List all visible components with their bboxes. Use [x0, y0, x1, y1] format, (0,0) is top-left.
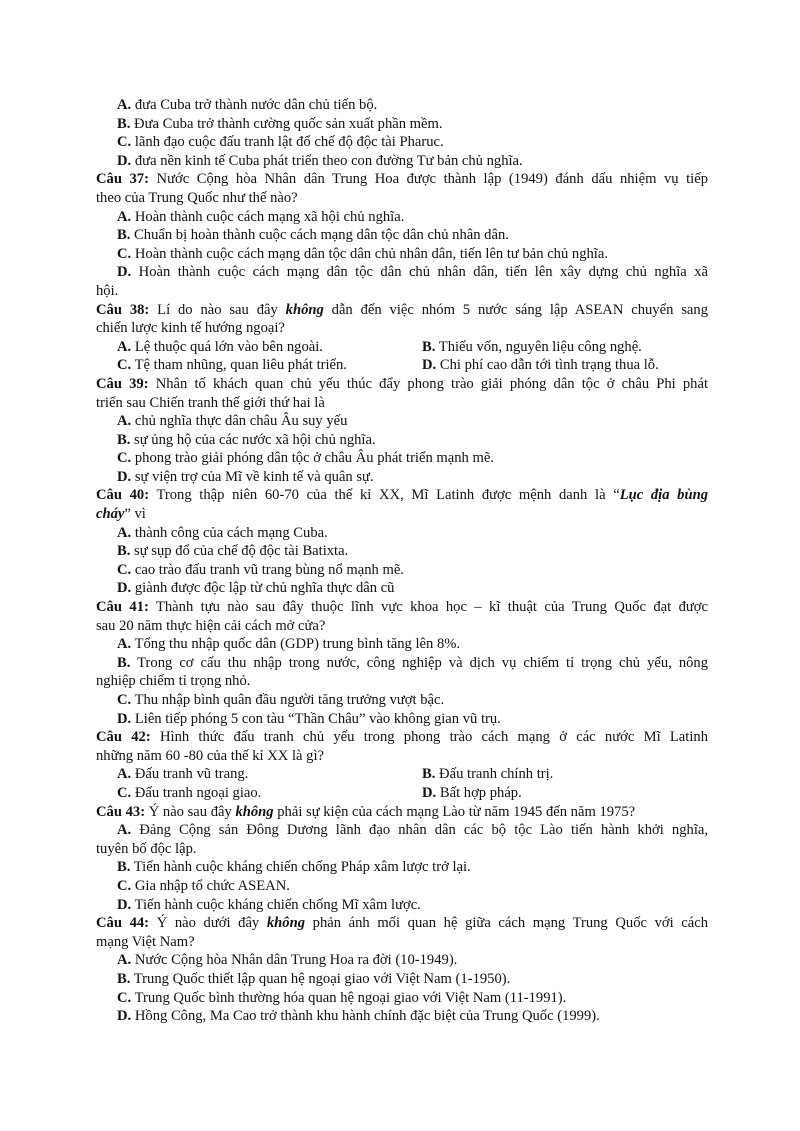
q36-option-d: D. đưa nền kinh tế Cuba phát triển theo con đường Tư bản chủ nghĩa. [117, 152, 523, 169]
q42-options-row-1 [96, 765, 708, 784]
q44-option-d: D. Hồng Công, Ma Cao trở thành khu hành chính đặc biệt của Trung Quốc (1999). [117, 1008, 600, 1025]
q38-option-c: C. Tệ tham nhũng, quan liêu phát triển. [117, 357, 347, 374]
q43-option-a: A. Đảng Cộng sản Đông Dương lãnh đạo nhân dân các bộ tộc Lào tiến hành khởi nghĩa, [117, 822, 708, 839]
q42-stem-cont: những năm 60 -80 của thế kỉ XX là gì? [96, 747, 324, 764]
q42-option-b: B. Đấu tranh chính trị. [422, 766, 554, 783]
q43-option-a-cont: tuyên bố độc lập. [96, 840, 197, 857]
q37-option-d-cont: hội. [96, 282, 119, 299]
q38-stem-cont: chiến lược kinh tế hướng ngoại? [96, 320, 285, 337]
q39-option-c: C. phong trào giải phóng dân tộc ở châu Âu phát triển mạnh mẽ. [117, 450, 494, 467]
q44-option-a: A. Nước Cộng hòa Nhân dân Trung Hoa ra đời (10-1949). [117, 952, 458, 969]
q42-option-d: D. Bất hợp pháp. [422, 784, 522, 801]
q39-option-d: D. sự viện trợ của Mĩ về kinh tế và quân sự. [117, 468, 374, 485]
q43-option-b: B. Tiến hành cuộc kháng chiến chống Pháp xâm lược trở lại. [117, 859, 471, 876]
q38-options-row-1 [96, 338, 708, 357]
q41-option-b-cont: nghiệp chiếm tỉ trọng nhỏ. [96, 673, 251, 690]
q41-stem-cont: sau 20 năm thực hiện cải cách mở cửa? [96, 617, 326, 634]
q42-option-a: A. Đấu tranh vũ trang. [117, 766, 249, 783]
q42-options-row-2 [96, 784, 708, 803]
q40-stem-cont: cháy” vì [96, 506, 146, 523]
q39-option-b: B. sự ủng hộ của các nước xã hội chủ nghĩa. [117, 431, 376, 448]
q40-option-c: C. cao trào đấu tranh vũ trang bùng nổ mạnh mẽ. [117, 561, 404, 578]
exam-page [96, 96, 708, 1026]
q37-option-c: C. Hoàn thành cuộc cách mạng dân tộc dân chủ nhân dân, tiến lên tư bản chủ nghĩa. [117, 245, 608, 262]
q38-options-row-2 [96, 356, 708, 375]
q43-stem: Câu 43: Ý nào sau đây không phải sự kiện của cách mạng Lào từ năm 1945 đến năm 1975? [96, 803, 636, 820]
q38-stem: Câu 38: Lí do nào sau đây không dẫn đến việc nhóm 5 nước sáng lập ASEAN chuyển sang [96, 301, 708, 318]
q38-option-d: D. Chi phí cao dẫn tới tình trạng thua lỗ. [422, 357, 659, 374]
q39-stem: Câu 39: Nhân tố khách quan chủ yếu thúc đẩy phong trào giải phóng dân tộc ở châu Phi phát [96, 375, 709, 392]
q41-option-b: B. Trong cơ cấu thu nhập trong nước, công nghiệp và dịch vụ chiếm tỉ trọng chủ yếu, nông [117, 654, 709, 671]
q42-stem: Câu 42: Hình thức đấu tranh chủ yếu trong phong trào cách mạng ở các nước Mĩ Latinh [96, 729, 708, 746]
q37-option-a: A. Hoàn thành cuộc cách mạng xã hội chủ nghĩa. [117, 208, 405, 225]
q43-option-c: C. Gia nhập tổ chức ASEAN. [117, 877, 290, 894]
q40-option-a: A. thành công của cách mạng Cuba. [117, 524, 328, 541]
q37-option-d: D. Hoàn thành cuộc cách mạng dân tộc dân chủ nhân dân, tiến lên xây dựng chủ nghĩa xã [117, 264, 708, 281]
q44-option-b: B. Trung Quốc thiết lập quan hệ ngoại giao với Việt Nam (1-1950). [117, 970, 511, 987]
q43-option-d: D. Tiến hành cuộc kháng chiến chống Mĩ xâm lược. [117, 896, 421, 913]
q44-option-c: C. Trung Quốc bình thường hóa quan hệ ngoại giao với Việt Nam (11-1991). [117, 989, 567, 1006]
q41-option-a: A. Tổng thu nhập quốc dân (GDP) trung bình tăng lên 8%. [117, 636, 461, 653]
q36-option-c: C. lãnh đạo cuộc đấu tranh lật đổ chế độ độc tài Pharuc. [117, 134, 444, 151]
q44-stem-cont: mạng Việt Nam? [96, 933, 195, 950]
q39-stem-cont: triển sau Chiến tranh thế giới thứ hai là [96, 394, 325, 411]
q36-option-a: A. đưa Cuba trở thành nước dân chủ tiến bộ. [117, 97, 378, 113]
q37-stem-cont: theo của Trung Quốc như thế nào? [96, 189, 298, 206]
q40-stem: Câu 40: Trong thập niên 60-70 của thế kỉ XX, Mĩ Latinh được mệnh danh là “Lục địa bùng [96, 487, 709, 504]
q41-stem: Câu 41: Thành tựu nào sau đây thuộc lĩnh vực khoa học – kĩ thuật của Trung Quốc đạt được [96, 599, 708, 616]
q37-option-b: B. Chuẩn bị hoàn thành cuộc cách mạng dân tộc dân chủ nhân dân. [117, 227, 509, 244]
q38-option-a: A. Lệ thuộc quá lớn vào bên ngoài. [117, 338, 323, 355]
q38-option-b: B. Thiếu vốn, nguyên liệu công nghệ. [422, 338, 642, 355]
q36-option-b: B. Đưa Cuba trở thành cường quốc sản xuất phần mềm. [117, 115, 443, 132]
q42-option-c: C. Đấu tranh ngoại giao. [117, 784, 262, 801]
q44-stem: Câu 44: Ý nào dưới đây không phản ánh mối quan hệ giữa cách mạng Trung Quốc với cách [96, 915, 709, 932]
q41-option-d: D. Liên tiếp phóng 5 con tàu “Thần Châu” vào không gian vũ trụ. [117, 710, 501, 727]
q41-option-c: C. Thu nhập bình quân đầu người tăng trưởng vượt bậc. [117, 692, 445, 708]
q40-option-d: D. giành được độc lập từ chủ nghĩa thực dân cũ [117, 580, 395, 597]
q37-stem: Câu 37: Nước Cộng hòa Nhân dân Trung Hoa được thành lập (1949) đánh dấu nhiệm vụ tiếp [96, 171, 708, 188]
q39-option-a: A. chủ nghĩa thực dân châu Âu suy yếu [117, 413, 348, 430]
q40-option-b: B. sự sụp đổ của chế độ độc tài Batixta. [117, 543, 349, 560]
